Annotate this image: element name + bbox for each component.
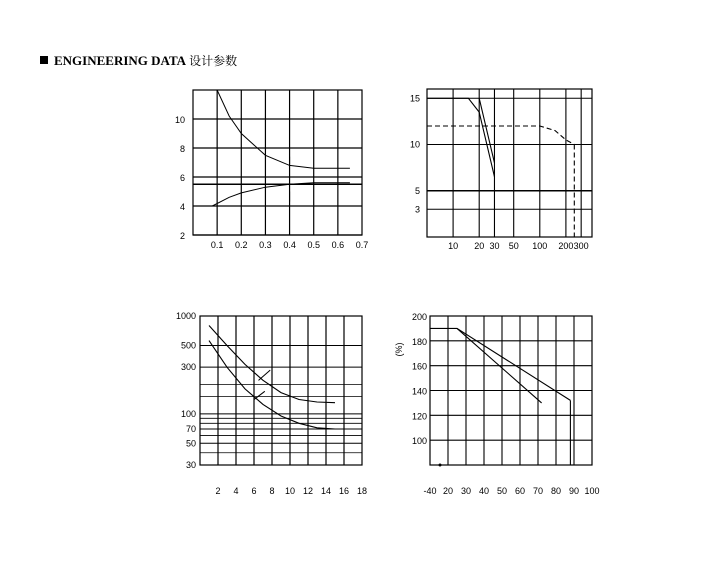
chart3-x-tick: 8 — [269, 486, 275, 496]
chart3-y-tick: 1000 — [175, 311, 196, 321]
chart4-origin-dot — [439, 464, 442, 467]
chart4-y-axis-label: (%) — [394, 342, 404, 357]
chart2-y-tick: 5 — [414, 185, 420, 196]
chart1-y-tick: 6 — [179, 173, 185, 183]
chart3-x-tick: 4 — [233, 486, 239, 496]
chart1-y-tick: 10 — [174, 115, 185, 125]
chart3-marker — [254, 391, 265, 399]
chart4-x-tick: 60 — [514, 486, 526, 496]
chart1-series-1-line — [217, 90, 350, 168]
chart2-series-3-line — [427, 126, 574, 145]
chart4-series-1-line — [430, 328, 570, 400]
chart1-y-tick: 4 — [179, 202, 185, 212]
chart2-x-tick: 10 — [448, 241, 459, 251]
chart1-x-tick: 0.4 — [283, 240, 296, 250]
chart4-x-tick: 20 — [442, 486, 454, 496]
chart1-y-tick: 8 — [179, 144, 185, 154]
chart3-y-tick: 50 — [185, 438, 196, 449]
chart4-y-tick: 100 — [411, 436, 427, 447]
chart2-x-tick: 300 — [573, 241, 589, 251]
chart4-x-tick: -40 — [423, 486, 437, 496]
chart1-x-tick: 0.3 — [259, 240, 272, 250]
chart4-x-tick: 40 — [478, 486, 490, 496]
chart2-x-tick: 50 — [508, 241, 519, 251]
chart1-x-tick: 0.6 — [331, 240, 345, 250]
chart3-x-tick: 16 — [338, 486, 350, 496]
chart1-x-tick: 0.2 — [235, 240, 248, 250]
chart2-y-tick: 3 — [414, 204, 420, 215]
chart4-x-tick: 80 — [550, 486, 562, 496]
page-title-text: ENGINEERING DATA — [54, 53, 187, 68]
chart1-x-tick: 0.5 — [307, 240, 320, 250]
chart2-series-2-line — [479, 98, 494, 163]
chart2-x-tick: 20 — [474, 241, 485, 251]
chart4-y-tick: 120 — [411, 411, 427, 422]
chart4-x-tick: 30 — [460, 486, 472, 496]
chart3-x-tick: 12 — [302, 486, 314, 496]
chart3-x-tick: 2 — [215, 486, 221, 496]
chart4-y-tick: 160 — [411, 361, 427, 372]
chart4-x-tick: 70 — [532, 486, 544, 496]
chart2-x-tick: 100 — [532, 241, 548, 251]
chart3-y-tick: 70 — [185, 423, 196, 434]
chart3-marker — [259, 370, 271, 380]
chart4-x-tick: 90 — [568, 486, 580, 496]
chart3-frame — [200, 316, 362, 465]
chart2-frame — [427, 89, 592, 237]
chart2-series-1-line — [427, 98, 495, 177]
chart2-x-tick: 30 — [489, 241, 500, 251]
chart3-x-tick: 10 — [284, 486, 296, 496]
chart1-x-tick: 0.7 — [355, 240, 369, 250]
chart4-y-tick: 200 — [411, 312, 427, 322]
chart3-y-tick: 30 — [185, 460, 196, 470]
chart3-x-tick: 18 — [356, 486, 368, 496]
page-subtitle: 设计参数 — [189, 54, 238, 68]
chart2-x-tick: 200 — [558, 241, 574, 251]
chart3-x-tick: 6 — [251, 486, 257, 496]
chart1-series-2-line — [212, 183, 350, 206]
chart1-x-tick: 0.1 — [210, 240, 224, 250]
chart3-x-tick: 14 — [320, 486, 332, 496]
chart2-y-tick: 10 — [409, 139, 420, 150]
chart3-y-tick: 100 — [180, 408, 196, 419]
chart4-x-tick: 100 — [584, 486, 600, 496]
chart1-y-tick: 2 — [179, 231, 185, 241]
chart3-y-tick: 500 — [180, 340, 196, 351]
chart4-x-tick: 50 — [496, 486, 508, 496]
chart4-y-tick: 140 — [411, 386, 427, 397]
chart4-y-tick: 180 — [411, 336, 427, 347]
chart2-y-tick: 15 — [409, 93, 420, 104]
chart3-y-tick: 300 — [180, 362, 196, 373]
chart1-frame — [193, 90, 362, 235]
